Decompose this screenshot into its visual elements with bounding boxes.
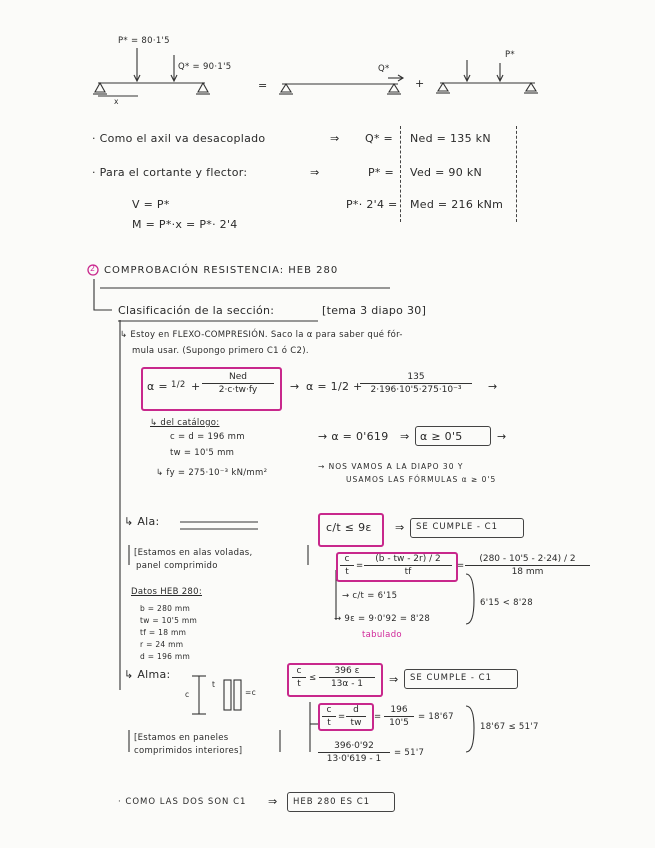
alma-ct-num: d [346,705,366,717]
alma-ct-eq: = [338,712,346,722]
ala-frac [364,554,452,577]
ala-ct-value: → c/t = 6'15 [342,591,398,601]
datos-r: r = 24 mm [140,640,184,649]
alma-cond-den: 13α - 1 [330,679,364,689]
alma-lim-den: 13·0'619 - 1 [326,754,382,764]
q-load-label: Q* = 90·1'5 [178,62,232,72]
ala-note-2: panel comprimido [136,561,218,571]
section-number: 2 [90,264,96,273]
plus-sign: + [415,77,425,90]
m-equation: M = P*·x = P*· 2'4 [132,218,238,231]
alma-cond-num: 396 ε [319,666,375,678]
catalogo-title: ↳ del catálogo: [150,418,220,428]
axil-arrow: ⇒ [330,132,340,145]
alpha-half: 1/2 [171,380,186,390]
alpha2-lhs: α = 1/2 + [306,380,363,393]
ala-frac-den: tf [404,567,412,577]
alpha-arrow: → [290,380,300,393]
dashed-bracket-right [516,126,517,222]
ala-title: ↳ Ala: [124,515,160,528]
ala-frac-lhs [340,554,354,577]
flexo-line-2: mula usar. (Supongo primero C1 ó C2). [132,346,309,356]
p-small-label: P* [505,50,515,60]
flector-eq-rhs: Med = 216 kNm [410,198,504,211]
ala-frac-lhs-num: c [340,554,354,566]
alpha-plus: + [191,380,201,393]
x-label: x [114,97,119,106]
catalogo-tw: tw = 10'5 mm [170,448,235,458]
alma-cond-arrow: ⇒ [389,673,399,686]
ala-frac-eq: = [356,561,364,571]
axil-eq-lhs: Q* = [365,132,394,145]
alma-lim-val: = 51'7 [394,748,425,758]
datos-title: Datos HEB 280: [131,587,203,597]
alma-ct-lhs-num: c [322,705,336,717]
datos-b: b = 280 mm [140,604,191,613]
cortante-eq-lhs: P* = [368,166,395,179]
alpha2-fraction [360,372,472,395]
cortante-eq-rhs: Ved = 90 kN [410,166,483,179]
alpha-result: → α = 0'619 [318,430,389,443]
alma-title: ↳ Alma: [124,668,171,681]
q-small-label: Q* [378,64,390,74]
alma-ct2-val: = 18'67 [418,712,454,722]
ala-cond-arrow: ⇒ [395,521,405,534]
alpha-cond-arrow: → [497,430,507,443]
v-equation: V = P* [132,198,170,211]
alma-ct2-eq: = [374,712,382,722]
conclusion-result: HEB 280 ES C1 [293,797,371,807]
dashed-bracket-left [400,126,401,222]
catalogo-c: c = d = 196 mm [170,432,245,442]
alma-compare: 18'67 ≤ 51'7 [480,722,539,732]
cortante-text: · Para el cortante y flector: [92,166,248,179]
conclusion-text: · COMO LAS DOS SON C1 [118,797,247,807]
ala-compare: 6'15 < 8'28 [480,598,533,608]
alma-result: SE CUMPLE - C1 [410,673,493,683]
alpha2-arrow: → [488,380,498,393]
alma-lim-num: 396·0'92 [318,741,390,753]
alpha2-den: 2·196·10'5·275·10⁻³ [370,385,462,395]
ala-note-1: [Estamos en alas voladas, [134,548,253,558]
alma-ct-lhs-den: t [327,718,331,728]
alpha-lhs: α = [147,380,168,393]
conclusion-arrow: ⇒ [268,795,278,808]
clasificacion-title: Clasificación de la sección: [118,304,275,317]
alma-ct2-num: 196 [384,705,414,717]
alma-cond-lhs [292,666,306,689]
alma-cond-lhs-num: c [292,666,306,678]
ala-frac2-eq: = [457,561,465,571]
alma-cond-frac [319,666,375,689]
alma-note-1: [Estamos en paneles [134,733,229,743]
flector-eq-lhs: P*· 2'4 = [346,198,398,211]
ala-result: SE CUMPLE - C1 [416,522,499,532]
axil-eq-rhs: Ned = 135 kN [410,132,491,145]
alma-ct2-frac [384,705,414,728]
alpha-cond: α ≥ 0'5 [420,430,463,443]
alma-cond-lhs-den: t [297,679,301,689]
ala-frac2-num: (280 - 10'5 - 2·24) / 2 [465,554,590,566]
alpha-implies: ⇒ [400,430,410,443]
ala-frac-num: (b - tw - 2r) / 2 [364,554,452,566]
ala-frac-lhs-den: t [345,567,349,577]
alma-t-label: t [212,680,216,689]
datos-tf: tf = 18 mm [140,628,187,637]
alma-note-2: comprimidos interiores] [134,746,243,756]
alpha2-num: 135 [360,372,472,384]
ala-cond: c/t ≤ 9ε [326,521,372,534]
nos-vamos-2: USAMOS LAS FÓRMULAS α ≥ 0'5 [346,475,497,484]
alma-ct2-den: 10'5 [389,718,409,728]
p-load-label: P* = 80·1'5 [118,36,170,46]
clasificacion-ref: [tema 3 diapo 30] [322,304,427,317]
catalogo-fy: ↳ fy = 275·10⁻³ kN/mm² [156,468,268,478]
flexo-line-1: ↳ Estoy en FLEXO-COMPRESIÓN. Saco la α para saber qué fór- [120,330,403,340]
ala-frac2 [465,554,590,577]
alma-lim-frac [318,741,390,764]
datos-d: d = 196 mm [140,652,191,661]
alma-cond-le: ≤ [309,673,317,683]
cortante-arrow: ⇒ [310,166,320,179]
alma-ct-frac [346,705,366,728]
alpha-den: 2·c·tw·fy [218,385,258,395]
ala-tabulado: tabulado [362,630,402,640]
axil-text: · Como el axil va desacoplado [92,132,266,145]
equals-sign: = [258,79,268,92]
nos-vamos-1: → NOS VAMOS A LA DIAPO 30 Y [318,462,464,471]
ala-frac2-den: 18 mm [511,567,544,577]
alma-c-label: c [185,690,190,699]
alma-ct-lhs [322,705,336,728]
datos-tw: tw = 10'5 mm [140,616,198,625]
alma-c-label-2: =c [245,688,257,697]
section-title: COMPROBACIÓN RESISTENCIA: HEB 280 [104,265,339,276]
ala-eps-value: → 9ε = 9·0'92 = 8'28 [334,614,431,624]
alma-ct-den: tw [350,718,362,728]
alpha-num: Ned [202,372,274,384]
alpha-fraction [202,372,274,395]
